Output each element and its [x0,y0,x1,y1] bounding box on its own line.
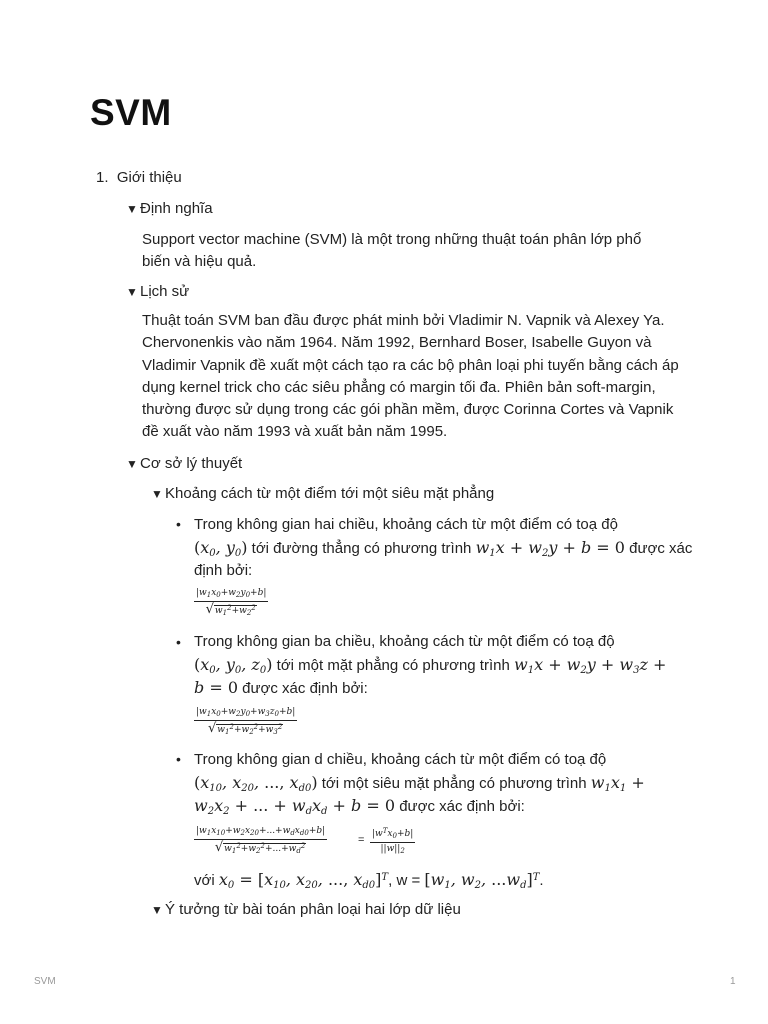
bullet1-line3: định bởi: [194,562,253,579]
bullet1-text1: tới đường thẳng có phương trình [251,540,472,557]
bullet3-line1: Trong không gian d chiều, khoảng cách từ một điểm có toạ độ [194,751,607,768]
footer-page-number: 1 [730,976,736,987]
toggle-triangle-icon[interactable]: ▼ [126,202,138,216]
toggle-idea[interactable] [151,899,461,921]
equals-sign: = [358,834,365,846]
toggle-distance-label: Khoảng cách từ một điểm tới một siêu mặt phẳng [165,485,495,502]
formula-distance-nd: $|w_1x_{10}+w_2x_{20}+...+w_dx_{d0}+b|$ $√w_1^2+w_2^2+...+w_d^2$ [196,826,326,855]
bullet2-line1: Trong không gian ba chiều, khoảng cách từ một điểm có toạ độ [194,633,615,650]
bullet3-text1: tới một siêu mặt phẳng có phương trình [321,775,587,792]
bullet1-line1: Trong không gian hai chiều, khoảng cách từ một điểm có toạ độ [194,516,618,533]
bullet1-line2 [194,537,692,565]
math-plane-equation-end: b = 0 [194,678,238,697]
definition-text: Support vector machine (SVM) là một trong những thuật toán phân lớp phổ biến và hiệu quả. [142,231,642,271]
math-line-equation: $w_1x + w_2y + b = 0$ [475,538,625,559]
toggle-definition-label: Định nghĩa [140,200,213,217]
toggle-idea-label: Ý tưởng từ bài toán phân loại hai lớp dữ liệu [165,901,461,918]
with-label: với [194,872,215,889]
bullet1-text2: được xác [629,540,693,557]
toggle-triangle-icon[interactable]: ▼ [151,903,163,917]
math-point-nd: ($x_{10}$, $x_{20}$, ..., $x_{d0}$) [194,773,318,794]
bullet-dot: • [176,516,181,532]
section-heading-text: Giới thiệu [116,169,182,186]
w-label: w = [396,872,421,889]
bullet2-text1: tới một mặt phẳng có phương trình [276,657,510,674]
math-point-3d: ($x_0$, $y_0$, $z_0$) [194,655,273,676]
toggle-history[interactable] [126,281,189,303]
toggle-triangle-icon[interactable]: ▼ [126,457,138,471]
math-hyperplane-equation-end: $w_2x_2$ + ... + $w_dx_d + b = 0$ [194,796,396,817]
section-heading [96,167,182,189]
bullet2-text2: được xác định bởi: [242,680,368,697]
math-x0-vector: $x_0 = [x_{10}$, $x_{20}$, ..., $x_{d0}]^T$ [218,870,389,891]
bullet2-line3 [194,677,368,700]
page-title: SVM [90,92,172,133]
formula-distance-2d: $\frac{|w_1x_0+w_2y_0+b|}{√w_1^2+w_2^2}$ [196,588,267,617]
formula-distance-norm: $|w^Tx_0+b|$ $||w||_2$ [372,827,414,855]
toggle-theory-label: Cơ sở lý thuyết [140,455,243,472]
toggle-triangle-icon[interactable]: ▼ [126,285,138,299]
history-text: Thuật toán SVM ban đầu được phát minh bởi Vladimir N. Vapnik và Alexey Ya. Chervonenkis vào năm 1964. Năm 1992, Bernhard Boser, Isabelle Guyon và Vladimir Vapnik đề xuất một cách tạo ra các bộ phân loại phi tuyến bằng cách áp dụng kernel trick cho các siêu phẳng có margin tối đa. Phiên bản soft-margin, thường được sử dụng trong các gói phần mềm, được Corinna Cortes và Vapnik đề xuất vào năm 1993 và xuất bản năm 1995. [142,312,679,441]
bullet-dot: • [176,751,181,767]
toggle-theory[interactable] [126,453,242,475]
formula-distance-3d: $\frac{|w_1x_0+w_2y_0+w_3z_0+b|}{√w_1^2+w_2^2+w_3^2}$ [196,707,296,736]
bullet3-line4: với $x_0 = [x_{10}$, $x_{20}$, ..., $x_{d0}]^T$, $w = [w_1$, $w_2$, $...w_d]^T$. [194,870,544,891]
footer-title: SVM [34,976,56,987]
bullet3-text2: được xác định bởi: [399,798,525,815]
toggle-distance[interactable] [151,483,494,505]
bullet-dot: • [176,634,181,650]
math-hyperplane-equation: $w_1x_1$ + [590,773,645,794]
math-w-vector: [$w_1$, $w_2$, $...w_d]^T$ [424,870,540,891]
section-number: 1. [96,169,109,186]
toggle-history-label: Lịch sử [140,283,190,300]
bullet3-line3 [194,795,525,823]
toggle-triangle-icon[interactable]: ▼ [151,487,163,501]
math-plane-equation: $w_1x + w_2y + w_3z$ + [514,655,667,676]
math-point-2d: ($x_0$, $y_0$) [194,538,248,559]
toggle-definition[interactable] [126,198,213,220]
